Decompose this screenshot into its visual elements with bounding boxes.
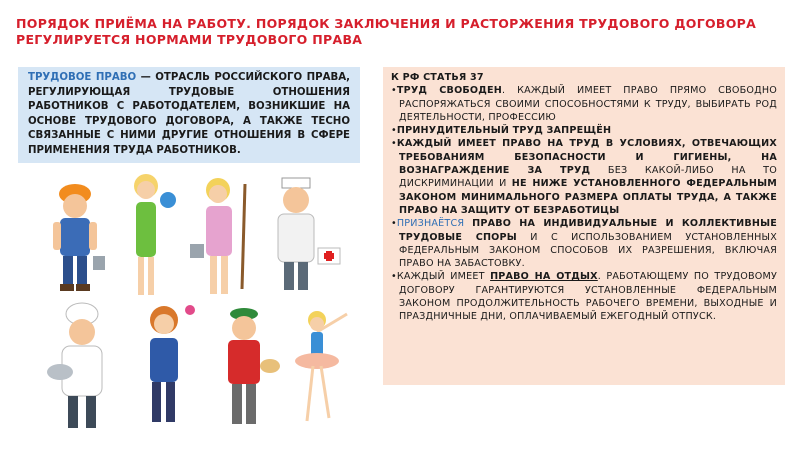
article-bullet-5: •КАЖДЫЙ ИМЕЕТ ПРАВО НА ОТДЫХ. РАБОТАЮЩЕМУ ПО ТРУДОВОМУ ДОГОВОРУ ГАРАНТИРУЮТСЯ УСТАНОВЛЕННЫЕ ФЕДЕРАЛЬНЫМ ЗАКОНОМ ПРОДОЛЖИТЕЛЬНОСТЬ РАБОЧЕГО ВРЕМЕНИ, ВЫХОДНЫЕ И ПРАЗДНИЧНЫЕ ДНИ, ОПЛАЧИВАЕМЫЙ ЕЖЕГОДНЫЙ ОТПУСК. — [391, 271, 778, 323]
workers-illustration — [40, 170, 360, 440]
definition-text: — ОТРАСЛЬ РОССИЙСКОГО ПРАВА, РЕГУЛИРУЮЩАЯ ТРУДОВЫЕ ОТНОШЕНИЯ РАБОТНИКОВ С РАБОТОДАТЕЛЕМ, ВОЗНИКШИЕ НА ОСНОВЕ ТРУДОВОГО ДОГОВОРА, А ТАКЖЕ ТЕСНО СВЯЗАННЫЕ С НИМИ ДРУГИЕ ОТНОШЕНИЯ В СФЕРЕ ПРИМЕНЕНИЯ ТРУДА РАБОТНИКОВ. — [28, 72, 350, 156]
definition-box — [18, 67, 360, 163]
doctor-figure — [260, 176, 345, 296]
scientist-figure — [118, 170, 178, 305]
article-bullet-2: •ПРИНУДИТЕЛЬНЫЙ ТРУД ЗАПРЕЩЁН — [391, 125, 612, 137]
article-bullet-1: •ТРУД СВОБОДЕН. КАЖДЫЙ ИМЕЕТ ПРАВО ПРЯМО СВОБОДНО РАСПОРЯЖАТЬСЯ СВОИМИ СПОСОБНОСТЯМИ К ТРУДУ, ВЫБИРАТЬ РОД ДЕЯТЕЛЬНОСТИ, ПРОФЕССИЮ — [391, 85, 778, 123]
cleaner-figure — [190, 174, 260, 304]
article-box — [383, 67, 785, 385]
chef-figure — [46, 302, 121, 437]
hairdresser-figure — [130, 300, 200, 435]
definition-term: ТРУДОВОЕ ПРАВО — [28, 72, 137, 83]
article-bullet-4: •ПРИЗНАЁТСЯ ПРАВО НА ИНДИВИДУАЛЬНЫЕ И КОЛЛЕКТИВНЫЕ ТРУДОВЫЕ СПОРЫ И С ИСПОЛЬЗОВАНИЕМ УСТАНОВЛЕННЫХ ФЕДЕРАЛЬНЫМ ЗАКОНОМ СПОСОБОВ ИХ РАЗРЕШЕНИЯ, ВКЛЮЧАЯ ПРАВО НА ЗАБАСТОВКУ. — [391, 218, 778, 270]
page-title: ПОРЯДОК ПРИЁМА НА РАБОТУ. ПОРЯДОК ЗАКЛЮЧЕНИЯ И РАСТОРЖЕНИЯ ТРУДОВОГО ДОГОВОРА РЕГУЛИРУЕТСЯ НОРМАМИ ТРУДОВОГО ПРАВА — [16, 16, 757, 47]
artist-figure — [210, 304, 280, 434]
ballerina-figure — [285, 306, 360, 431]
builder-figure — [40, 178, 110, 298]
article-bullet-3: •КАЖДЫЙ ИМЕЕТ ПРАВО НА ТРУД В УСЛОВИЯХ, ОТВЕЧАЮЩИХ ТРЕБОВАНИЯМ БЕЗОПАСНОСТИ И ГИГИЕНЫ, НА ВОЗНАГРАЖДЕНИЕ ЗА ТРУД БЕЗ КАКОЙ-ЛИБО НА ТО ДИСКРИМИНАЦИИ И НЕ НИЖЕ УСТАНОВЛЕННОГО ФЕДЕРАЛЬНЫМ ЗАКОНОМ МИНИМАЛЬНОГО РАЗМЕРА ОПЛАТЫ ТРУДА, А ТАКЖЕ ПРАВО НА ЗАЩИТУ ОТ БЕЗРАБОТИЦЫ — [391, 138, 778, 216]
article-heading: К РФ СТАТЬЯ 37 — [391, 72, 484, 83]
